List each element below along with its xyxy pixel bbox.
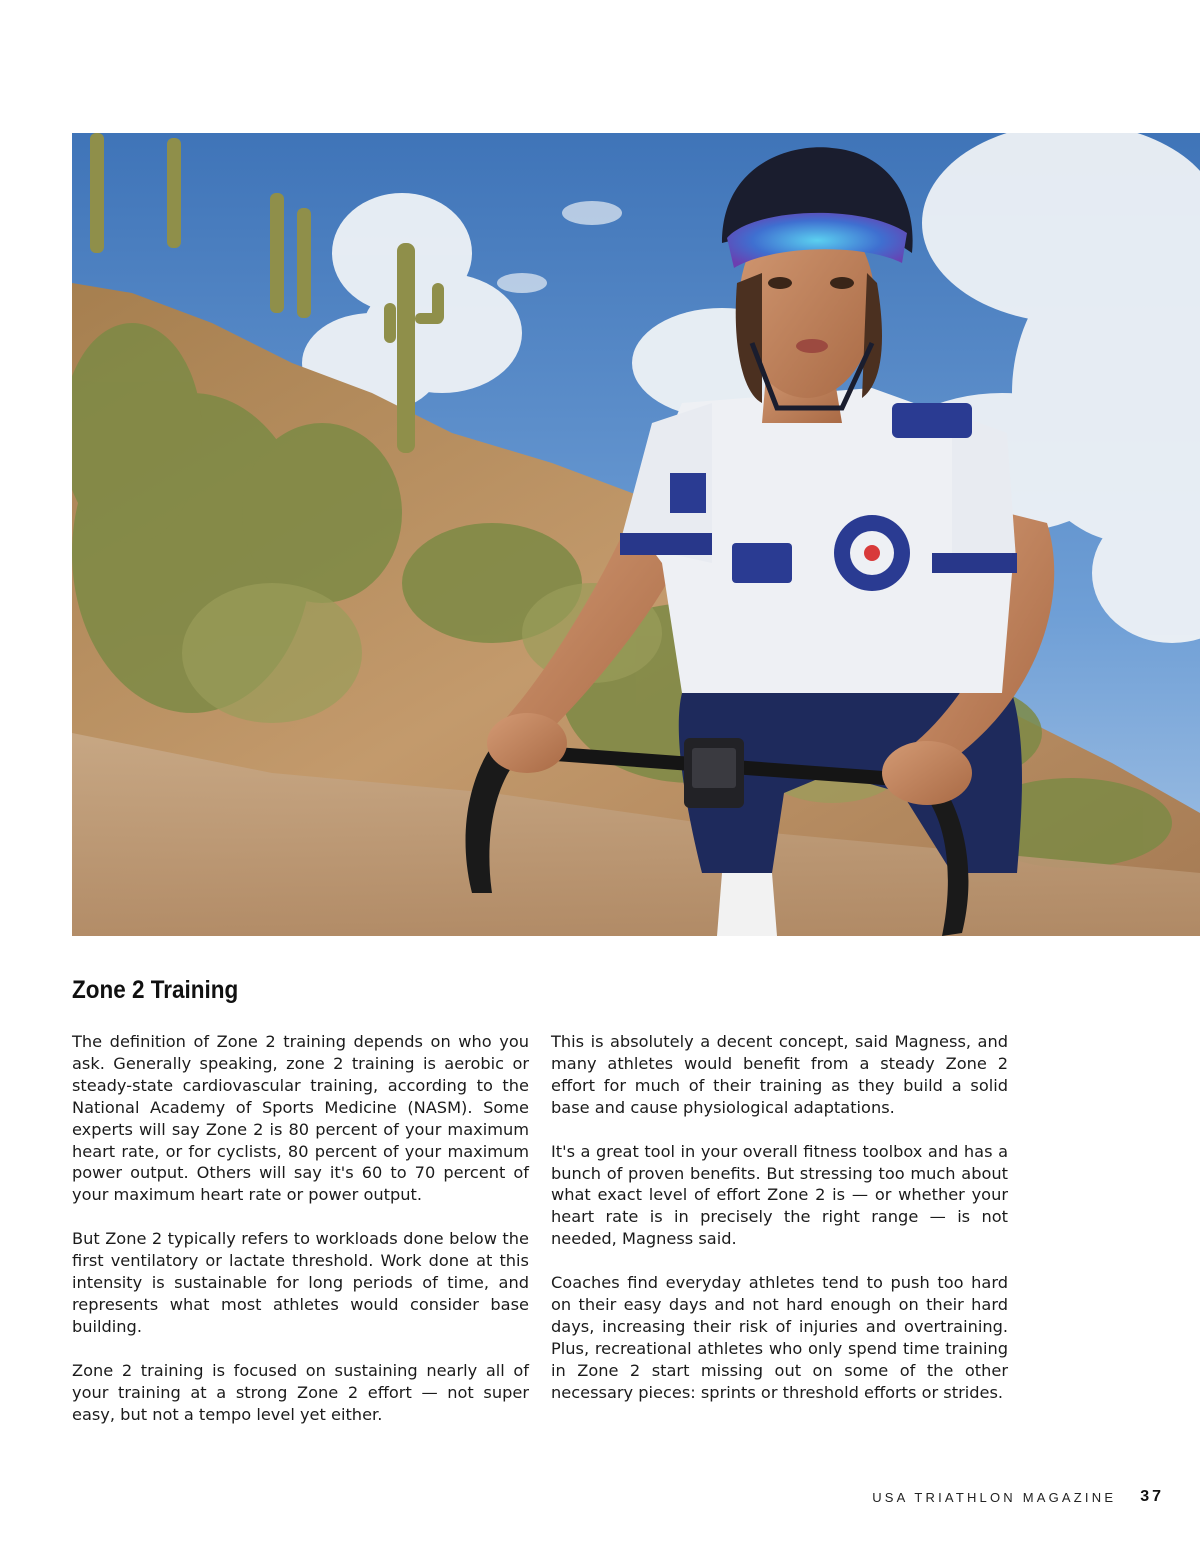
magazine-name: USA TRIATHLON MAGAZINE xyxy=(872,1489,1117,1505)
paragraph: But Zone 2 typically refers to workloads done below the first ventilatory or lactate threshold. Work done at this intensity is sustainable for long periods of time, and represents what most athletes would consider base building. xyxy=(72,1229,529,1336)
paragraph: It's a great tool in your overall fitness toolbox and has a bunch of proven benefits. But stressing too much about what exact level of effort Zone 2 is — or whether your heart rate is in precisely the right range — is not needed, Magness said. xyxy=(551,1141,1008,1249)
paragraph: The definition of Zone 2 training depends on who you ask. Generally speaking, zone 2 training is aerobic or steady-state cardiovascular training, according to the National Academy of Sports Medicine (NASM). Some experts will say Zone 2 is 80 percent of your maximum heart rate, or for cyclists, 80 percent of your maximum power output. Others will say it's 60 to 70 percent of your maximum heart rate or power output. xyxy=(72,1032,529,1205)
page-footer xyxy=(872,1488,1164,1506)
article-column-left xyxy=(72,1031,529,1448)
hero-photo xyxy=(72,133,1200,936)
article-heading: Zone 2 Training xyxy=(72,976,239,1004)
article-column-right xyxy=(551,1031,1008,1426)
paragraph: Coaches find everyday athletes tend to push too hard on their easy days and not hard enough on their hard days, increasing their risk of injuries and overtraining. Plus, recreational athletes who only spend time training in Zone 2 start missing out on some of the other necessary pieces: sprints or threshold efforts or strides. xyxy=(551,1273,1008,1402)
paragraph: Zone 2 training is focused on sustaining nearly all of your training at a strong Zone 2 effort — not super easy, but not a tempo level yet either. xyxy=(72,1360,529,1424)
cyclist-illustration xyxy=(72,133,1200,936)
paragraph: This is absolutely a decent concept, said Magness, and many athletes would benefit from a steady Zone 2 effort for much of their training as they build a solid base and cause physiological adaptations. xyxy=(551,1032,1008,1117)
page-number: 37 xyxy=(1140,1488,1164,1505)
